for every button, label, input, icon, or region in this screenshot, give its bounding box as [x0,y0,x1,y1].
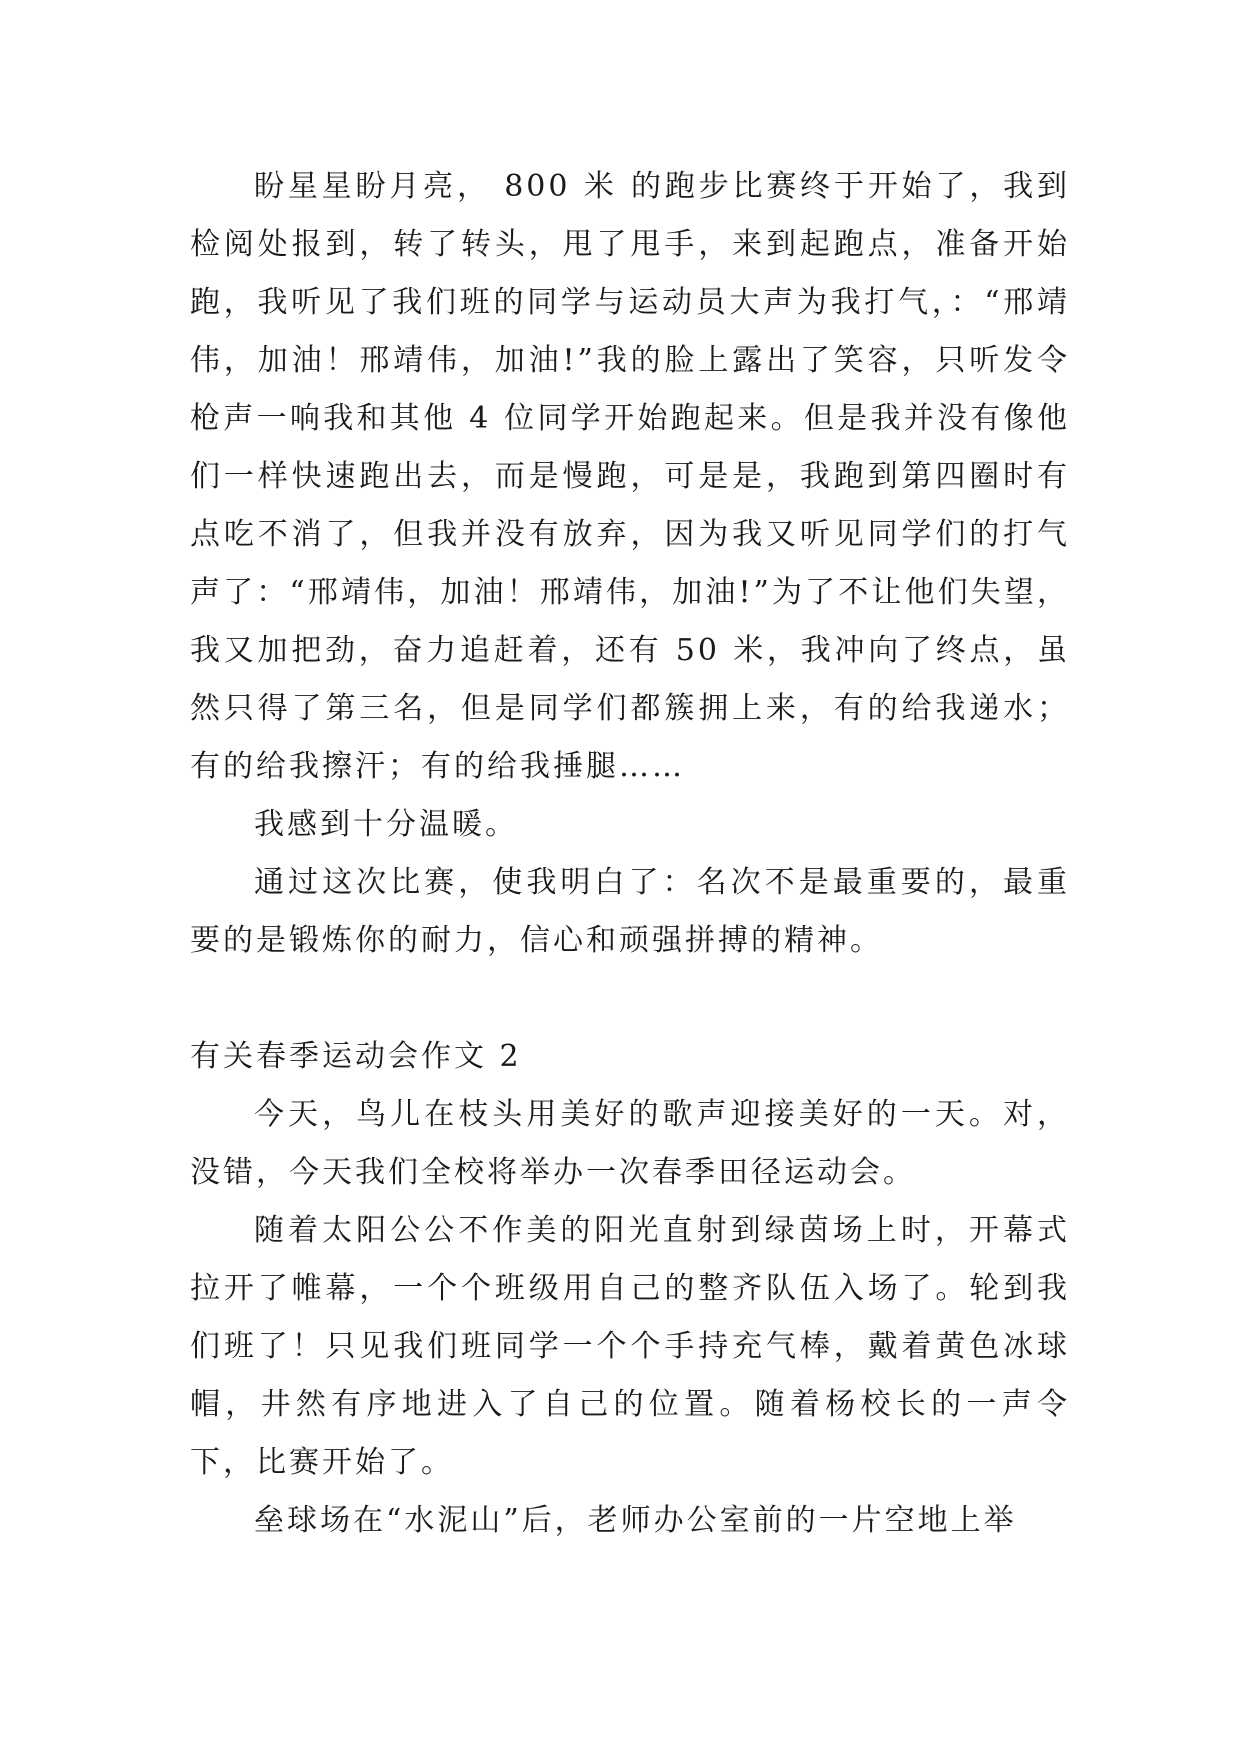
body-paragraph: 随着太阳公公不作美的阳光直射到绿茵场上时，开幕式拉开了帷幕，一个个班级用自己的整齐队伍入场了。轮到我们班了！只见我们班同学一个个手持充气棒，戴着黄色冰球帽，井然有序地进入了自己的位置。随着杨校长的一声令下，比赛开始了。 [190,1213,1070,1480]
body-paragraph: 盼星星盼月亮， 800 米 的跑步比赛终于开始了，我到检阅处报到，转了转头，甩了甩手，来到起跑点，准备开始跑，我听见了我们班的同学与运动员大声为我打气，：“邢靖伟，加油！邢靖伟，加油!”我的脸上露出了笑容，只听发令枪声一响我和其他 4 位同学开始跑起来。但是我并没有像他们一样快速跑出去，而是慢跑，可是是，我跑到第四圈时有点吃不消了，但我并没有放弃，因为我又听见同学们的打气声了：“邢靖伟，加油！邢靖伟，加油!”为了不让他们失望，我又加把劲，奋力追赶着，还有 50 米，我冲向了终点，虽然只得了第三名，但是同学们都簇拥上来，有的给我递水；有的给我擦汗；有的给我捶腿…… [190,169,1070,784]
body-paragraph: 垒球场在“水泥山”后，老师办公室前的一片空地上举 [254,1503,1017,1538]
body-paragraph: 我感到十分温暖。 [254,807,518,842]
document-body [190,158,1070,1550]
section-title: 有关春季运动会作文 2 [190,1039,522,1074]
body-paragraph: 通过这次比赛，使我明白了：名次不是最重要的，最重要的是锻炼你的耐力，信心和顽强拼搏的精神。 [190,865,1070,958]
body-paragraph: 今天，鸟儿在枝头用美好的歌声迎接美好的一天。对，没错，今天我们全校将举办一次春季田径运动会。 [190,1097,1070,1190]
